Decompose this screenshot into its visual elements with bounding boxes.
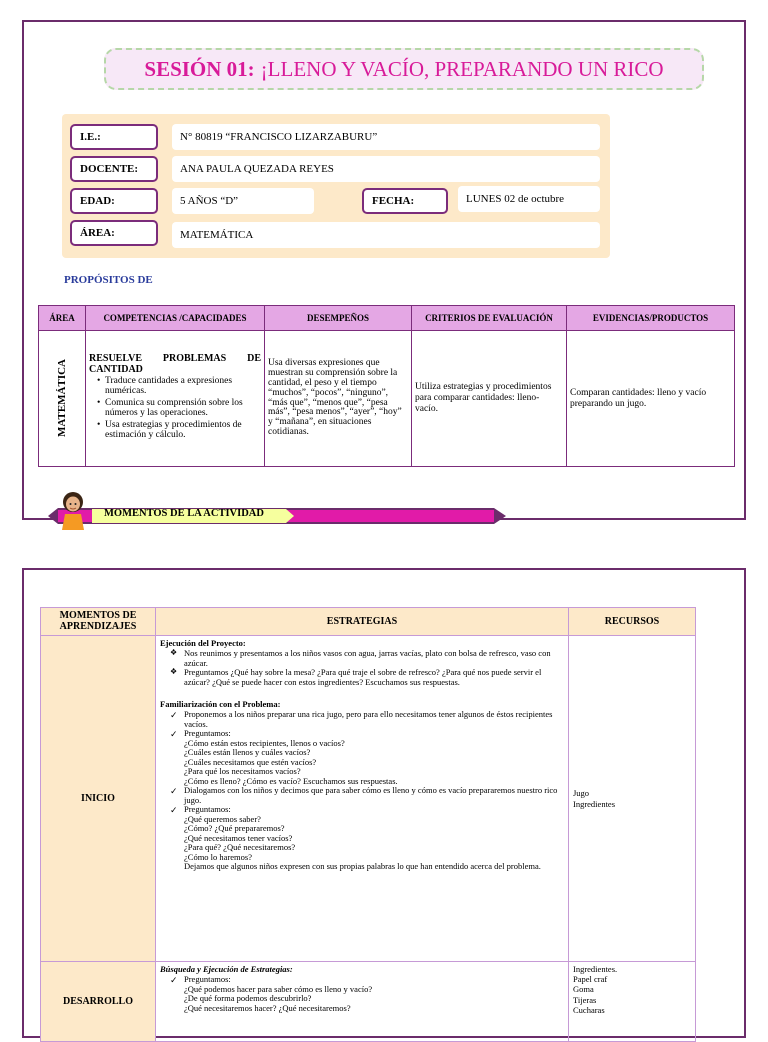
recurso-item: Goma <box>573 984 594 995</box>
propositos-row <box>39 331 735 467</box>
question-line: ¿Qué queremos saber? <box>184 813 261 824</box>
desarrollo-momento: DESARROLLO <box>41 962 156 1042</box>
session-title <box>104 48 704 90</box>
desarrollo-estrategias <box>156 962 569 1042</box>
question-line: ¿Para qué? ¿Qué necesitaremos? <box>184 842 296 853</box>
competencias-cell <box>86 331 265 467</box>
area-value: MATEMÁTICA <box>172 222 600 248</box>
inicio-row <box>41 636 696 962</box>
area-label: ÁREA: <box>70 220 158 246</box>
familiarizacion-item: ✓ Proponemos a los niños preparar una rica jugo, pero para ello necesitamos tener algunos de éstos recipientes vacíos. <box>166 710 564 729</box>
col-desempenos: DESEMPEÑOS <box>265 306 412 331</box>
momentos-header-row <box>41 608 696 636</box>
question-line: ¿Cómo lo haremos? <box>184 851 252 862</box>
desempenos-cell: Usa diversas expresiones que muestran su comprensión sobre la cantidad, el peso y el tiempo “muchos”, “pocos”, “ninguno”, “más que”, “menos que”, “pesa más”, “pesa menos”, “ayer”, “hoy” y “mañana”, en situaciones cotidianas. <box>265 331 412 467</box>
desarrollo-row <box>41 962 696 1042</box>
capacidad-item: • Comunica su comprensión sobre los números y las operaciones. <box>97 399 261 419</box>
col-estrategias: ESTRATEGIAS <box>156 608 569 636</box>
recurso-item: Tijeras <box>573 994 597 1005</box>
question-line: ¿Qué podemos hacer para saber cómo es lleno y vacío? <box>184 983 373 994</box>
question-line: Dejamos que algunos niños expresen con sus propias palabras lo que han entendido acerca del problema. <box>184 861 541 872</box>
familiarizacion-title: Familiarización con el Problema: <box>160 699 281 710</box>
ejecucion-item: ❖ Nos reunimos y presentamos a los niños vasos con agua, jarras vacías, plato con bolsa de refresco, vaso con azúcar. <box>166 649 564 668</box>
busqueda-list <box>160 975 564 985</box>
question-line: ¿Cómo es lleno? ¿Cómo es vacío? Escuchamos sus respuestas. <box>184 775 398 786</box>
capacidad-item: • Usa estrategias y procedimientos de estimación y cálculo. <box>97 421 261 441</box>
familiarizacion-list <box>160 710 564 739</box>
question-line: ¿Qué necesitaremos hacer? ¿Qué necesitaremos? <box>184 1002 351 1013</box>
propositos-heading: PROPÓSITOS DE <box>64 274 153 286</box>
familiarizacion-list-2 <box>160 786 564 815</box>
momentos-banner-label: MOMENTOS DE LA ACTIVIDAD <box>104 508 264 519</box>
question-line: ¿Qué necesitamos tener vacíos? <box>184 832 293 843</box>
capacidades-list <box>89 377 261 441</box>
girl-avatar-icon <box>56 490 90 530</box>
fecha-label: FECHA: <box>362 188 448 214</box>
ie-label: I.E.: <box>70 124 158 150</box>
recurso-item: Papel craf <box>573 974 608 985</box>
momentos-table <box>40 607 696 1042</box>
edad-value: 5 AÑOS “D” <box>172 188 314 214</box>
question-line: ¿Para qué los necesitamos vacíos? <box>184 766 301 777</box>
recurso-item: Cucharas <box>573 1004 605 1015</box>
col-competencias: COMPETENCIAS /CAPACIDADES <box>86 306 265 331</box>
docente-value: ANA PAULA QUEZADA REYES <box>172 156 600 182</box>
busqueda-title: Búsqueda y Ejecución de Estrategias: <box>160 964 293 974</box>
ejecucion-title: Ejecución del Proyecto: <box>160 638 246 648</box>
evidencias-cell: Comparan cantidades: lleno y vacío preparando un jugo. <box>567 331 735 467</box>
question-line: ¿Cuáles necesitamos que estén vacíos? <box>184 756 317 767</box>
col-momentos: MOMENTOS DE APRENDIZAJES <box>41 608 156 636</box>
question-line: ¿Cómo están estos recipientes, llenos o vacíos? <box>184 737 345 748</box>
session-label: SESIÓN 01: <box>144 56 255 81</box>
propositos-header-row <box>39 306 735 331</box>
docente-label: DOCENTE: <box>70 156 158 182</box>
inicio-momento: INICIO <box>41 636 156 962</box>
question-line: ¿Cómo? ¿Qué prepararemos? <box>184 823 285 834</box>
question-line: ¿De qué forma podemos descubrirlo? <box>184 993 312 1004</box>
familiarizacion-item: ✓ Preguntamos: <box>166 729 564 739</box>
question-line: ¿Cuáles están llenos y cuáles vacíos? <box>184 747 311 758</box>
ejecucion-item: ❖ Preguntamos ¿Qué hay sobre la mesa? ¿Para qué traje el sobre de refresco? ¿Para qué nos puede servir el azúcar? ¿Qué se puede hacer con estos ingredientes? Escuchamos sus respuestas. <box>166 668 564 687</box>
ie-value: N° 80819 “FRANCISCO LIZARZABURU” <box>172 124 600 150</box>
session-title-text: ¡LLENO Y VACÍO, PREPARANDO UN RICO <box>260 56 664 81</box>
propositos-table <box>38 305 735 467</box>
area-cell <box>39 331 86 467</box>
recurso-item: Ingredientes <box>573 798 616 809</box>
ejecucion-list <box>160 649 564 687</box>
col-evidencias: EVIDENCIAS/PRODUCTOS <box>567 306 735 331</box>
busqueda-item: ✓ Preguntamos: <box>166 975 564 985</box>
desarrollo-recursos <box>569 962 696 1042</box>
capacidad-item: • Traduce cantidades a expresiones numéricas. <box>97 377 261 397</box>
fecha-value: LUNES 02 de octubre <box>458 186 600 212</box>
familiarizacion-item: ✓ Preguntamos: <box>166 805 564 815</box>
col-area: ÁREA <box>39 306 86 331</box>
familiarizacion-item: ✓ Dialogamos con los niños y decimos que para saber cómo es lleno y cómo es vacío prepararemos nuestro rico jugo. <box>166 786 564 805</box>
criterios-cell: Utiliza estrategias y procedimientos para comparar cantidades: lleno- vacío. <box>412 331 567 467</box>
area-vertical-text: MATEMÁTICA <box>56 359 68 438</box>
col-criterios: CRITERIOS DE EVALUACIÓN <box>412 306 567 331</box>
col-recursos: RECURSOS <box>569 608 696 636</box>
inicio-recursos <box>569 636 696 962</box>
inicio-estrategias <box>156 636 569 962</box>
recurso-item: Ingredientes. <box>573 964 618 974</box>
competencia-title: RESUELVE PROBLEMAS DE CANTIDAD <box>89 353 261 375</box>
recurso-item: Jugo <box>573 788 590 799</box>
edad-label: EDAD: <box>70 188 158 214</box>
